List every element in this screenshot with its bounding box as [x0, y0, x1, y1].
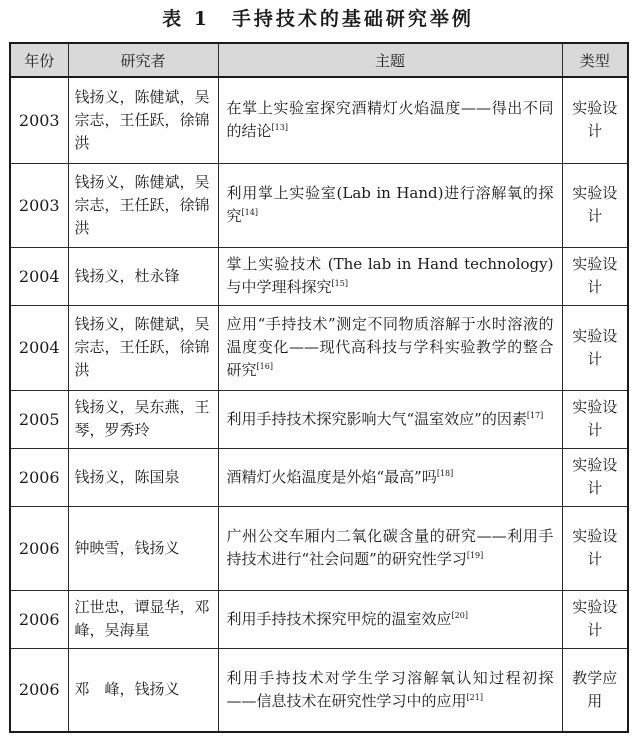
year-cell: 2006 [10, 648, 68, 732]
type-cell: 实验设计 [562, 448, 628, 506]
type-cell: 实验设计 [562, 506, 628, 590]
year-cell: 2003 [10, 163, 68, 247]
topic-text: 在掌上实验室探究酒精灯火焰温度——得出不同的结论 [226, 99, 554, 141]
year-cell: 2006 [10, 590, 68, 648]
table-row [10, 590, 628, 648]
reference-marker: [16] [256, 362, 273, 371]
reference-marker: [20] [451, 610, 468, 620]
authors-cell: 钱扬义，杜永锋 [68, 247, 218, 305]
topic-cell [218, 648, 562, 732]
research-table [9, 42, 629, 733]
table-header-row [10, 43, 628, 77]
authors-cell: 江世忠，谭显华，邓 峰，吴海星 [68, 590, 218, 648]
table-caption: 表 1 手持技术的基础研究举例 [162, 8, 474, 30]
table-row [10, 163, 628, 247]
reference-marker: [15] [331, 279, 348, 288]
reference-marker: [18] [436, 468, 454, 478]
reference-marker: [13] [271, 123, 288, 133]
type-cell: 实验设计 [562, 247, 628, 305]
authors-cell: 钱扬义，陈健斌，吴宗志，王任跃，徐锦洪 [68, 77, 218, 163]
table-row [10, 247, 628, 305]
topic-cell [218, 305, 562, 390]
table-row [10, 77, 628, 163]
authors-cell: 钟映雪，钱扬义 [68, 506, 218, 590]
year-cell: 2004 [10, 305, 68, 390]
authors-cell: 钱扬义，吴东燕，王 琴，罗秀玲 [68, 390, 218, 448]
topic-text: 掌上实验技术 (The lab in Hand technology)与中学理科探究 [226, 255, 554, 296]
year-cell: 2005 [10, 390, 68, 448]
topic-cell [218, 590, 562, 648]
topic-cell [218, 448, 562, 506]
table-row [10, 448, 628, 506]
type-cell: 实验设计 [562, 163, 628, 247]
year-cell: 2006 [10, 506, 68, 590]
authors-cell: 钱扬义，陈健斌，吴宗志，王任跃，徐锦洪 [68, 305, 218, 390]
type-cell: 教学应用 [562, 648, 628, 732]
authors-cell: 钱扬义，陈健斌，吴宗志，王任跃，徐锦洪 [68, 163, 218, 247]
header-type: 类型 [562, 43, 628, 77]
topic-cell [218, 390, 562, 448]
topic-cell [218, 163, 562, 247]
reference-marker: [14] [241, 208, 258, 217]
type-cell: 实验设计 [562, 390, 628, 448]
header-topic: 主题 [218, 43, 562, 77]
header-authors: 研究者 [68, 43, 218, 77]
year-cell: 2006 [10, 448, 68, 506]
authors-cell: 钱扬义，陈国泉 [68, 448, 218, 506]
table-row [10, 648, 628, 732]
topic-text: 应用“手持技术”测定不同物质溶解于水时溶液的温度变化——现代高科技与学科实验教学的整合研究 [226, 315, 554, 379]
topic-text: 广州公交车厢内二氧化碳含量的研究——利用手持技术进行“社会问题”的研究性学习 [226, 527, 554, 568]
topic-text: 利用掌上实验室(Lab in Hand)进行溶解氧的探究 [226, 184, 554, 225]
type-cell: 实验设计 [562, 77, 628, 163]
table-row [10, 506, 628, 590]
year-cell: 2004 [10, 247, 68, 305]
topic-text: 利用手持技术探究甲烷的温室效应 [226, 609, 452, 628]
topic-text: 酒精灯火焰温度是外焰“最高”吗 [226, 467, 437, 486]
header-year: 年份 [10, 43, 68, 77]
type-cell: 实验设计 [562, 590, 628, 648]
type-cell: 实验设计 [562, 305, 628, 390]
topic-text: 利用手持技术探究影响大气“温室效应”的因素 [226, 409, 527, 428]
topic-cell [218, 77, 562, 163]
reference-marker: [17] [526, 410, 544, 420]
topic-cell [218, 506, 562, 590]
table-row [10, 305, 628, 390]
year-cell: 2003 [10, 77, 68, 163]
reference-marker: [19] [466, 551, 484, 560]
topic-cell [218, 247, 562, 305]
topic-text: 利用手持技术对学生学习溶解氧认知过程初探——信息技术在研究性学习中的应用 [226, 668, 554, 710]
table-row [10, 390, 628, 448]
authors-cell: 邓 峰，钱扬义 [68, 648, 218, 732]
reference-marker: [21] [466, 692, 483, 702]
